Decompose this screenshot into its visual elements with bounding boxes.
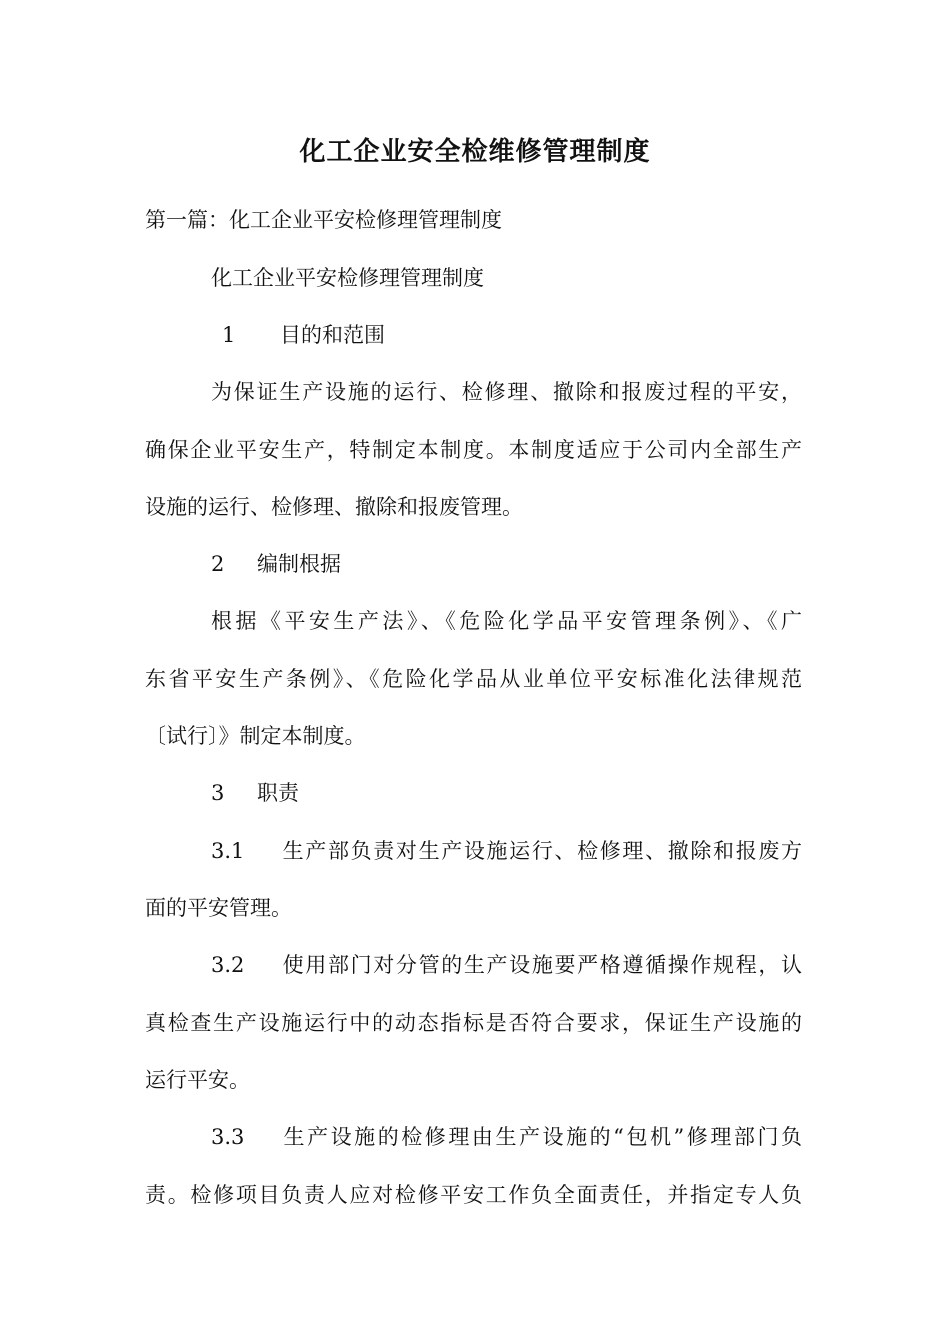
chapter-heading: 第一篇：化工企业平安检修理管理制度 <box>145 208 502 232</box>
subclause-text: 生产设施的检修理由生产设施的“包机”修理部门负 <box>281 1125 802 1149</box>
clause-3-heading <box>211 778 299 808</box>
paragraph-line: 责。检修项目负责人应对检修平安工作负全面责任，并指定专人负 <box>145 1183 802 1207</box>
subclause-line <box>211 836 802 866</box>
paragraph-line: 面的平安管理。 <box>145 896 292 920</box>
clause-number: 1 <box>222 323 236 347</box>
section-heading: 化工企业平安检修理管理制度 <box>211 266 484 290</box>
paragraph-line: 为保证生产设施的运行、检修理、撤除和报废过程的平安， <box>211 380 802 404</box>
paragraph-line: 设施的运行、检修理、撤除和报废管理。 <box>145 495 523 519</box>
clause-title: 编制根据 <box>257 552 341 576</box>
paragraph-line: 东省平安生产条例》、《危险化学品从业单位平安标准化法律规范 <box>145 667 802 691</box>
subclause-line <box>211 950 802 980</box>
subclause-number: 3.2 <box>211 953 245 977</box>
paragraph-line: 真检查生产设施运行中的动态指标是否符合要求，保证生产设施的 <box>145 1011 802 1035</box>
subclause-line <box>211 1122 802 1152</box>
clause-number: 3 <box>211 781 225 805</box>
subclause-text: 使用部门对分管的生产设施要严格遵循操作规程，认 <box>281 953 802 977</box>
clause-1-heading <box>222 320 385 350</box>
subclause-number: 3.3 <box>211 1125 245 1149</box>
clause-2-heading <box>211 549 341 579</box>
paragraph-line: 〔试行〕》制定本制度。 <box>145 724 366 748</box>
clause-number: 2 <box>211 552 225 576</box>
paragraph-line: 根据《平安生产法》、《危险化学品平安管理条例》、《广 <box>211 609 802 633</box>
clause-title: 职责 <box>257 781 299 805</box>
subclause-number: 3.1 <box>211 839 245 863</box>
paragraph-line: 确保企业平安生产，特制定本制度。本制度适应于公司内全部生产 <box>145 438 802 462</box>
subclause-text: 生产部负责对生产设施运行、检修理、撤除和报废方 <box>281 839 802 863</box>
document-title: 化工企业安全检维修管理制度 <box>299 137 651 167</box>
paragraph-line: 运行平安。 <box>145 1068 250 1092</box>
clause-title: 目的和范围 <box>280 323 385 347</box>
